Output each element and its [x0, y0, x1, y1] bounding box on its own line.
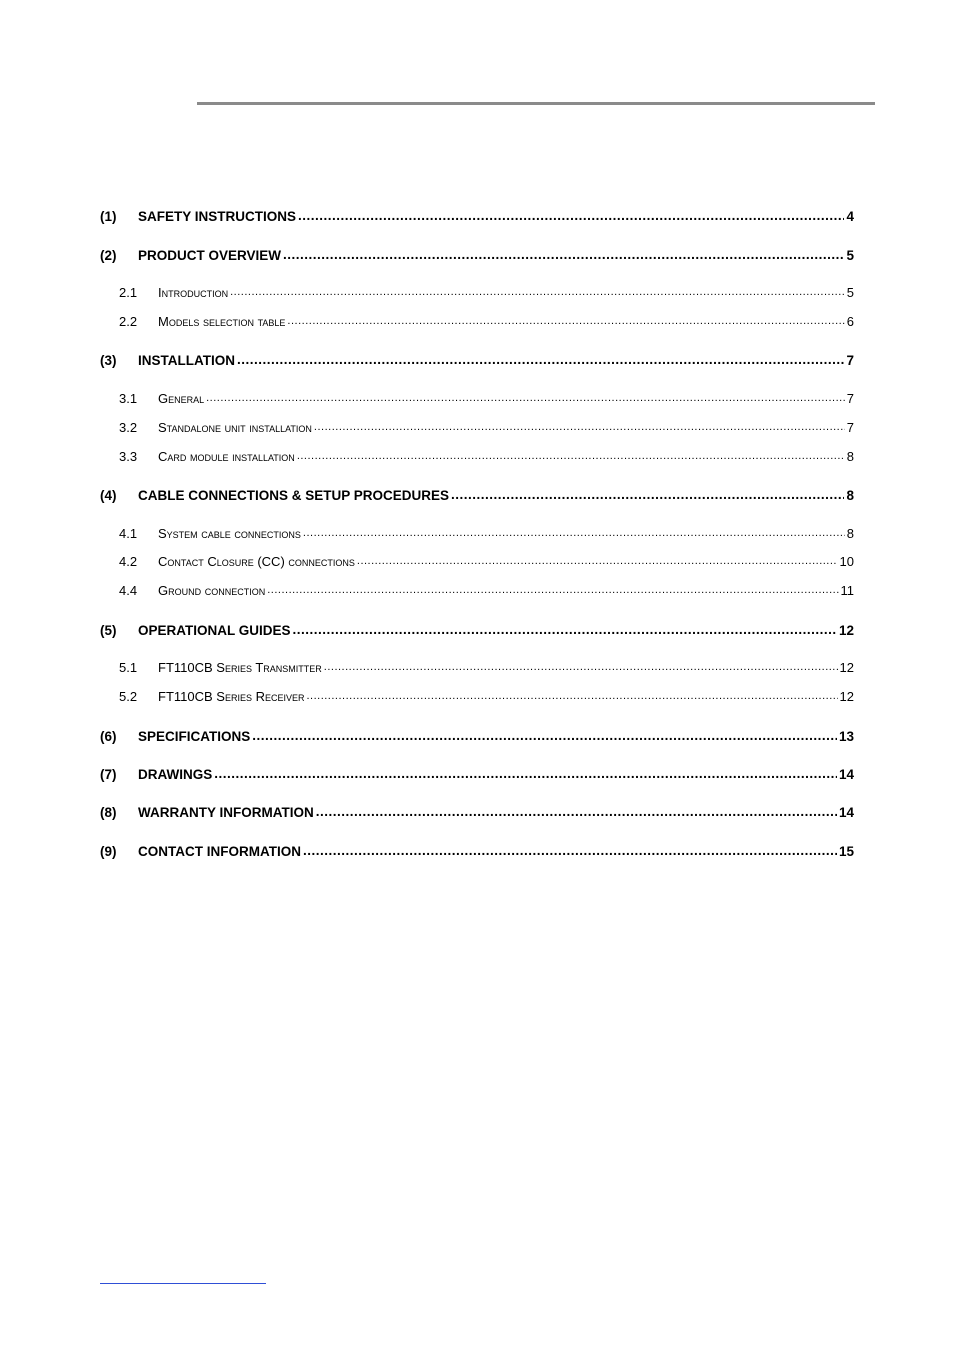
toc-entry-page: 4: [846, 208, 854, 224]
toc-entry-number: 5.1: [119, 660, 138, 675]
toc-entry-number: 4.2: [119, 554, 138, 569]
toc-entry-number: 2.1: [119, 285, 138, 300]
toc-entry-title: CABLE CONNECTIONS & SETUP PROCEDURES: [138, 487, 450, 503]
toc-entry-number: 4.4: [119, 583, 138, 598]
toc-entry-number: 5.2: [119, 689, 138, 704]
toc-entry-standalone-unit-installation[interactable]: [100, 419, 854, 435]
toc-entry-contact-information[interactable]: [100, 842, 854, 859]
toc-entry-number: 3.1: [119, 391, 138, 406]
toc-entry-safety-instructions[interactable]: [100, 207, 854, 224]
toc-entry-title: SAFETY INSTRUCTIONS: [138, 208, 297, 224]
toc-dot-leader: [303, 525, 845, 538]
toc-entry-title: SPECIFICATIONS: [138, 728, 251, 744]
toc-entry-operational-guides[interactable]: [100, 621, 854, 638]
toc-entry-page: 14: [838, 766, 854, 782]
toc-entry-number: 3.3: [119, 449, 138, 464]
toc-entry-number: (5): [100, 622, 117, 638]
toc-entry-transmitter[interactable]: [100, 659, 854, 675]
toc-entry-receiver[interactable]: [100, 688, 854, 704]
toc-entry-number: (9): [100, 843, 117, 859]
toc-entry-page: 7: [846, 420, 854, 435]
toc-entry-title: Models selection table: [158, 314, 286, 329]
toc-entry-title: DRAWINGS: [138, 766, 213, 782]
toc-entry-page: 10: [839, 554, 854, 569]
header-rule: [197, 102, 875, 105]
toc-entry-title: INSTALLATION: [138, 352, 235, 368]
toc-dot-leader: [267, 582, 838, 595]
footer-link-underline[interactable]: [100, 1283, 266, 1284]
toc-entry-title: OPERATIONAL GUIDES: [138, 622, 291, 638]
toc-entry-number: (3): [100, 352, 117, 368]
toc-dot-leader: [293, 621, 837, 635]
toc-dot-leader: [214, 765, 837, 779]
toc-entry-number: 2.2: [119, 314, 138, 329]
toc-entry-page: 6: [846, 314, 854, 329]
toc-dot-leader: [298, 207, 844, 221]
toc-entry-page: 11: [840, 583, 854, 598]
toc-entry-title: Standalone unit installation: [158, 420, 312, 435]
toc-entry-general[interactable]: [100, 390, 854, 406]
toc-entry-number: (4): [100, 487, 117, 503]
toc-entry-contact-closure-connections[interactable]: [100, 553, 854, 569]
toc-entry-product-overview[interactable]: [100, 246, 854, 263]
toc-entry-title: Ground connection: [158, 583, 266, 598]
toc-entry-drawings[interactable]: [100, 765, 854, 782]
toc-dot-leader: [303, 842, 837, 856]
toc-entry-title: PRODUCT OVERVIEW: [138, 247, 282, 263]
toc-entry-models-selection-table[interactable]: [100, 313, 854, 329]
toc-dot-leader: [306, 688, 837, 701]
toc-entry-card-module-installation[interactable]: [100, 448, 854, 464]
toc-entry-page: 7: [846, 352, 854, 368]
toc-entry-specifications[interactable]: [100, 727, 854, 744]
toc-dot-leader: [237, 351, 844, 365]
toc-entry-page: 8: [846, 526, 854, 541]
toc-entry-ground-connection[interactable]: [100, 582, 854, 598]
toc-entry-page: 7: [846, 391, 854, 406]
toc-dot-leader: [297, 448, 845, 461]
toc-entry-installation[interactable]: [100, 351, 854, 368]
toc-entry-number: (6): [100, 728, 117, 744]
toc-entry-number: 3.2: [119, 420, 138, 435]
toc-entry-title: General: [158, 391, 205, 406]
toc-entry-page: 5: [846, 247, 854, 263]
toc-entry-warranty-information[interactable]: [100, 803, 854, 820]
toc-entry-title: CONTACT INFORMATION: [138, 843, 301, 859]
toc-entry-title: Card module installation: [158, 449, 295, 464]
toc-entry-title: System cable connections: [158, 526, 301, 541]
toc-entry-page: 15: [838, 843, 854, 859]
toc-dot-leader: [451, 486, 844, 500]
toc-entry-page: 13: [838, 728, 854, 744]
toc-entry-system-cable-connections[interactable]: [100, 525, 854, 541]
toc-entry-page: 12: [839, 689, 854, 704]
toc-entry-introduction[interactable]: [100, 284, 854, 300]
toc-entry-number: (7): [100, 766, 117, 782]
toc-dot-leader: [252, 727, 837, 741]
toc-dot-leader: [206, 390, 845, 403]
toc-entry-number: 4.1: [119, 526, 138, 541]
toc-dot-leader: [324, 659, 838, 672]
toc-entry-title: WARRANTY INFORMATION: [138, 804, 314, 820]
toc-dot-leader: [283, 246, 844, 260]
toc-dot-leader: [314, 419, 845, 432]
toc-entry-title: FT110CB Series Receiver: [158, 689, 305, 704]
toc-entry-page: 8: [846, 449, 854, 464]
toc-entry-number: (1): [100, 208, 117, 224]
toc-entry-page: 12: [839, 660, 854, 675]
toc-entry-number: (8): [100, 804, 117, 820]
toc-dot-leader: [357, 553, 838, 566]
toc-entry-title: FT110CB Series Transmitter: [158, 660, 322, 675]
toc-entry-cable-connections[interactable]: [100, 486, 854, 503]
toc-entry-number: (2): [100, 247, 117, 263]
toc-entry-page: 8: [846, 487, 854, 503]
toc-dot-leader: [316, 803, 837, 817]
toc-entry-page: 5: [846, 285, 854, 300]
toc-dot-leader: [287, 313, 844, 326]
toc-entry-page: 14: [838, 804, 854, 820]
toc-entry-title: Contact Closure (CC) connections: [158, 554, 355, 569]
toc-entry-page: 12: [838, 622, 854, 638]
toc-dot-leader: [230, 284, 845, 297]
toc-entry-title: Introduction: [158, 285, 229, 300]
